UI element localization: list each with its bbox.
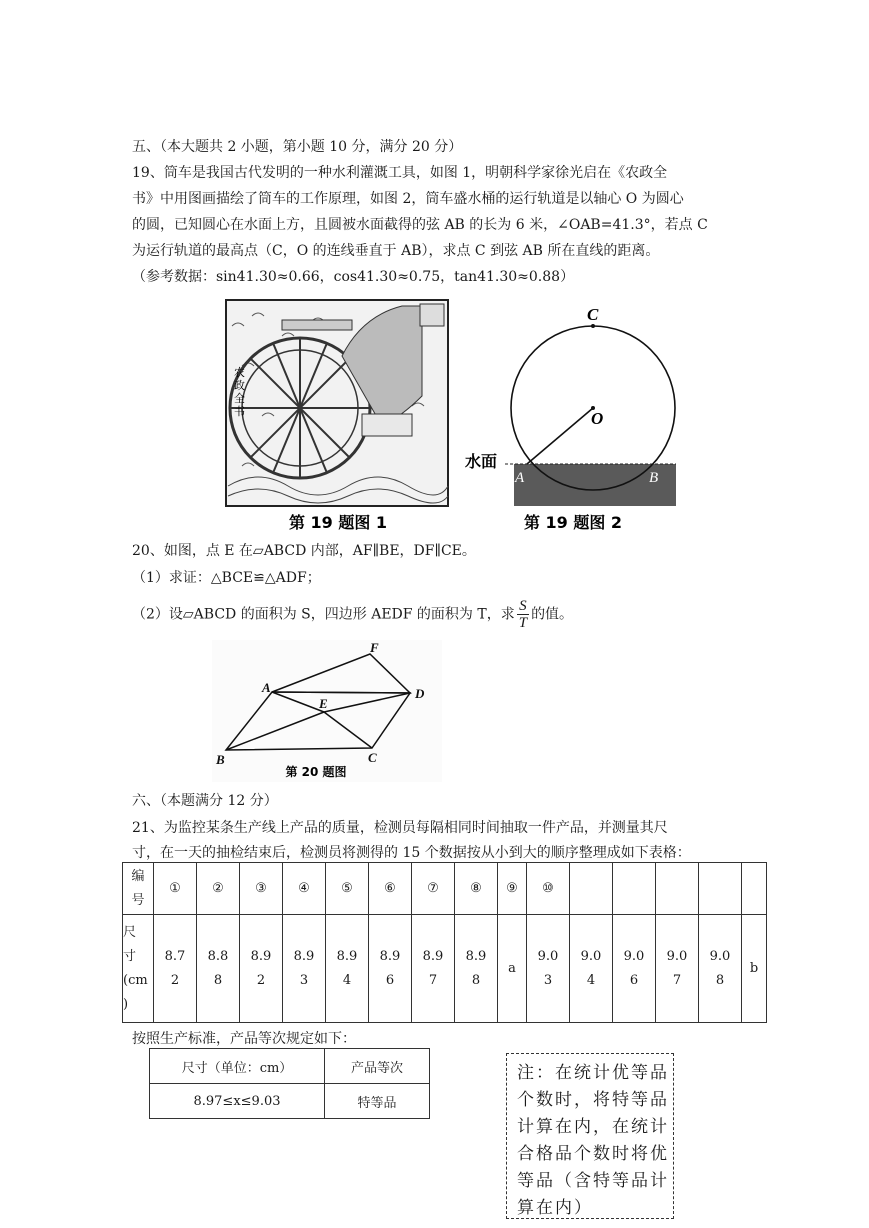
header-cell-size bbox=[123, 915, 154, 1023]
size-cell bbox=[240, 915, 283, 1023]
size-cell-part: 7 bbox=[672, 972, 682, 988]
label-o: O bbox=[591, 409, 604, 428]
number-cell: ⑨ bbox=[498, 863, 527, 915]
measurement-table bbox=[122, 862, 767, 1023]
size-cell bbox=[154, 915, 197, 1023]
size-cell-part: 8.9 bbox=[336, 948, 358, 964]
size-cell-part: 9.0 bbox=[537, 948, 559, 964]
number-cell: ⑥ bbox=[369, 863, 412, 915]
size-cell bbox=[498, 915, 527, 1023]
header-char: ) bbox=[123, 996, 129, 1012]
q21-line1: 21、为监控某条生产线上产品的质量，检测员每隔相同时间抽取一件产品，并测量其尺 bbox=[132, 820, 668, 836]
q21-line2: 寸，在一天的抽检结束后，检测员将测得的 15 个数据按从小到大的顺序整理成如下表格： bbox=[132, 845, 691, 861]
size-cell-part: 6 bbox=[385, 972, 395, 988]
section6-heading: 六、（本题满分 12 分） bbox=[132, 793, 278, 809]
header-char: (cm bbox=[123, 972, 148, 988]
q19-figure2 bbox=[459, 296, 689, 536]
q20-part1: （1）求证：△BCE≌△ADF； bbox=[132, 570, 321, 586]
size-cell-part: 4 bbox=[586, 972, 596, 988]
size-cell bbox=[656, 915, 699, 1023]
std-header-grade: 产品等次 bbox=[325, 1049, 430, 1084]
number-cell: ② bbox=[197, 863, 240, 915]
size-cell bbox=[570, 915, 613, 1023]
std-cell-range: 8.97≤x≤9.03 bbox=[150, 1084, 325, 1119]
size-cell-part: 8.8 bbox=[207, 948, 229, 964]
std-header-size: 尺寸（单位：cm） bbox=[150, 1049, 325, 1084]
size-cell-part: 2 bbox=[256, 972, 266, 988]
number-cell bbox=[656, 863, 699, 915]
size-cell-part: 6 bbox=[629, 972, 639, 988]
q20-part2-suffix: 的值。 bbox=[531, 606, 574, 623]
circle-diagram bbox=[459, 296, 689, 536]
water-wheel-engraving bbox=[222, 296, 454, 536]
q20-line1: 20、如图，点 E 在▱ABCD 内部，AF∥BE，DF∥CE。 bbox=[132, 543, 476, 559]
std-cell-grade: 特等品 bbox=[325, 1084, 430, 1119]
size-cell-part: 8 bbox=[471, 972, 481, 988]
table-row-number bbox=[123, 863, 767, 915]
number-cell: ③ bbox=[240, 863, 283, 915]
header-char: 寸 bbox=[123, 948, 137, 964]
q20-figure-caption: 第 20 题图 bbox=[285, 765, 347, 779]
number-cell: ⑦ bbox=[412, 863, 455, 915]
water-surface-label: 水面 bbox=[465, 452, 498, 471]
label-c: C bbox=[368, 750, 377, 765]
book-title-label bbox=[234, 366, 245, 418]
size-cell-part: 8 bbox=[715, 972, 725, 988]
number-cell: ⑧ bbox=[455, 863, 498, 915]
size-cell bbox=[197, 915, 240, 1023]
number-cell: ⑤ bbox=[326, 863, 369, 915]
section5-heading: 五、（本大题共 2 小题，第小题 10 分，满分 20 分） bbox=[132, 139, 463, 155]
fraction-numerator: S bbox=[517, 598, 529, 615]
label-b: B bbox=[649, 470, 659, 486]
q19-figure1-caption: 第 19 题图 1 bbox=[288, 513, 388, 532]
q19-reference-data: （参考数据：sin41.30≈0.66，cos41.30≈0.75，tan41.30≈0.88） bbox=[132, 269, 575, 285]
radius-oa bbox=[527, 408, 593, 464]
number-cell: ④ bbox=[283, 863, 326, 915]
size-cell-part: 8.9 bbox=[465, 948, 487, 964]
label-c: C bbox=[587, 305, 599, 324]
label-a: A bbox=[515, 470, 525, 486]
size-cell-part: 7 bbox=[428, 972, 438, 988]
size-cell bbox=[283, 915, 326, 1023]
number-cell bbox=[570, 863, 613, 915]
s-over-t-fraction bbox=[517, 598, 529, 631]
size-cell bbox=[742, 915, 767, 1023]
size-cell-part: b bbox=[749, 960, 759, 976]
grade-standard-table bbox=[149, 1048, 430, 1119]
number-cell bbox=[742, 863, 767, 915]
size-cell-part: 9.0 bbox=[580, 948, 602, 964]
size-cell-part: 8.9 bbox=[379, 948, 401, 964]
q19-figure1 bbox=[222, 296, 454, 536]
size-cell-part: 9.0 bbox=[623, 948, 645, 964]
q19-line1: 19、筒车是我国古代发明的一种水利灌溉工具，如图 1，明朝科学家徐光启在《农政全 bbox=[132, 165, 668, 181]
size-cell-part: 2 bbox=[170, 972, 180, 988]
size-cell-part: 9.0 bbox=[709, 948, 731, 964]
size-cell bbox=[699, 915, 742, 1023]
q20-part2 bbox=[132, 598, 573, 631]
point-c-mark bbox=[591, 324, 595, 328]
q20-figure bbox=[212, 640, 442, 782]
size-cell-part: 9.0 bbox=[666, 948, 688, 964]
q19-figure2-caption: 第 19 题图 2 bbox=[523, 513, 623, 532]
table-row-size bbox=[123, 915, 767, 1023]
header-char: 尺 bbox=[123, 924, 137, 940]
book-title-char-1: 农 bbox=[234, 366, 245, 379]
label-e: E bbox=[319, 696, 328, 711]
label-f: F bbox=[370, 640, 379, 655]
label-b: B bbox=[216, 752, 225, 767]
size-cell-part: 8.7 bbox=[164, 948, 186, 964]
header-char: 编 bbox=[131, 868, 145, 884]
size-cell-part: 4 bbox=[342, 972, 352, 988]
number-cell: ⑩ bbox=[527, 863, 570, 915]
size-cell-part: 3 bbox=[299, 972, 309, 988]
number-cell: ① bbox=[154, 863, 197, 915]
q19-line4: 为运行轨道的最高点（C，O 的连线垂直于 AB），求点 C 到弦 AB 所在直线的距离。 bbox=[132, 243, 660, 259]
size-cell bbox=[455, 915, 498, 1023]
size-cell-part: 8.9 bbox=[422, 948, 444, 964]
q19-line3: 的圆，已知圆心在水面上方，且圆被水面截得的弦 AB 的长为 6 米，∠OAB=41.3°，若点 C bbox=[132, 217, 708, 233]
size-cell bbox=[412, 915, 455, 1023]
size-cell-part: 8.9 bbox=[293, 948, 315, 964]
fraction-denominator: T bbox=[518, 615, 528, 631]
size-cell bbox=[527, 915, 570, 1023]
size-cell bbox=[326, 915, 369, 1023]
standard-intro: 按照生产标准，产品等次规定如下： bbox=[132, 1031, 356, 1047]
size-cell-part: a bbox=[508, 960, 516, 976]
q20-part2-text: （2）设▱ABCD 的面积为 S，四边形 AEDF 的面积为 T，求 bbox=[132, 606, 515, 623]
label-a: A bbox=[262, 680, 271, 695]
book-title-char-4: 书 bbox=[234, 405, 245, 418]
book-title-char-2: 政 bbox=[234, 379, 245, 392]
size-cell-part: 8.9 bbox=[250, 948, 272, 964]
size-cell-part: 3 bbox=[543, 972, 553, 988]
book-title-char-3: 全 bbox=[234, 392, 245, 405]
header-char: 号 bbox=[131, 892, 145, 908]
header-cell-number bbox=[123, 863, 154, 915]
note-box: 注：在统计优等品个数时，将特等品计算在内，在统计合格品个数时将优等品（含特等品计算在内） bbox=[506, 1053, 674, 1219]
number-cell bbox=[699, 863, 742, 915]
label-d: D bbox=[415, 686, 425, 701]
size-cell-part: 8 bbox=[213, 972, 223, 988]
number-cell bbox=[613, 863, 656, 915]
parallelogram-diagram bbox=[212, 640, 442, 782]
size-cell bbox=[613, 915, 656, 1023]
q19-line2: 书》中用图画描绘了筒车的工作原理，如图 2，筒车盛水桶的运行轨道是以轴心 O 为圆心 bbox=[132, 191, 684, 207]
size-cell bbox=[369, 915, 412, 1023]
